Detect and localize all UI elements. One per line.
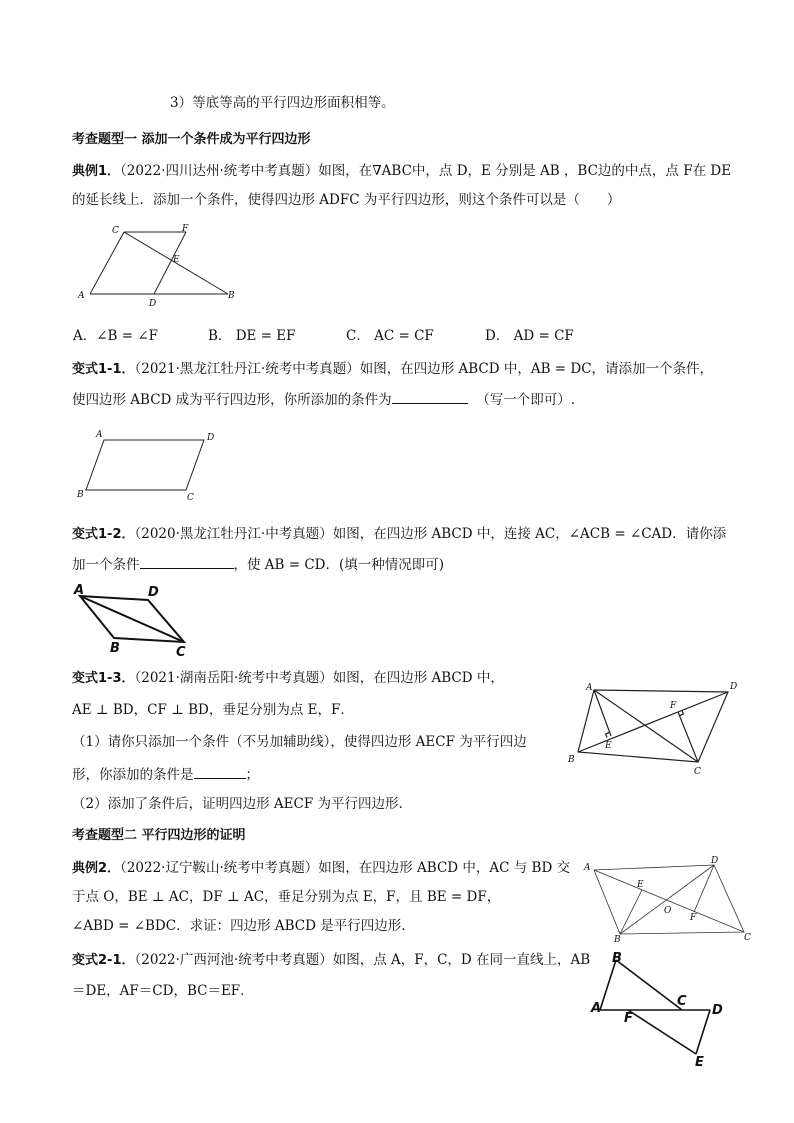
example-1-line-1 — [72, 161, 731, 182]
section-title: 添加一个条件成为平行四边形 — [141, 132, 311, 147]
figure-label: B — [228, 291, 235, 301]
figure-label: B — [77, 490, 84, 500]
figure-quadrilateral-aecf — [566, 678, 746, 778]
figure-label: B — [110, 641, 120, 656]
section-title: 平行四边形的证明 — [141, 828, 246, 843]
figure-label: B — [568, 755, 575, 765]
variant-label: 变式1-2． — [72, 527, 135, 542]
figure-quadrilateral-abcd-o — [580, 856, 755, 946]
variant-1-3-line-2: AE ⊥ BD，CF ⊥ BD，垂足分别为点 E，F． — [72, 702, 354, 718]
figure-triangle-adfc — [74, 222, 244, 312]
intro-line: 3）等底等高的平行四边形面积相等。 — [170, 95, 395, 111]
answer-blank[interactable] — [392, 389, 468, 404]
figure-quadrilateral-abcd — [72, 582, 197, 660]
variant-text: （2022·广西河池·统考中考真题）如图，点 A，F，C，D 在同一直线上，AB — [134, 952, 591, 968]
example-text: （2022·辽宁鞍山·统考中考真题）如图，在四边形 ABCD 中，AC 与 BD 交 — [120, 860, 571, 876]
variant-label: 变式1-1． — [72, 362, 135, 377]
figure-label: C — [744, 933, 751, 943]
figure-label: F — [624, 1011, 633, 1026]
figure-triangles-abc-def — [586, 948, 736, 1070]
figure-label: E — [637, 880, 644, 890]
variant-text: （写一个即可）. — [476, 392, 576, 408]
figure-label: F — [690, 913, 697, 923]
figure-label: E — [695, 1055, 704, 1070]
figure-label: D — [712, 1003, 723, 1018]
variant-text: 加一个条件 — [72, 557, 140, 573]
example-text: （2022·四川达州·统考中考真题）如图，在∇ABC中，点 D，E 分别是 AB ，BC边的中点，点 F在 DE — [120, 163, 732, 179]
variant-1-3-line-3: （1）请你只添加一个条件（不另加辅助线），使得四边形 AECF 为平行四边 — [72, 734, 527, 750]
figure-label: E — [173, 255, 180, 265]
answer-blank[interactable] — [194, 764, 246, 779]
section-prefix: 考查题型一 — [72, 132, 138, 147]
variant-2-1-line-1 — [72, 950, 590, 971]
option-d: D． AD = CF — [485, 328, 574, 344]
figure-label: C — [176, 645, 186, 660]
figure-label: F — [182, 224, 189, 234]
variant-2-1-line-2: ＝DE，AF＝CD，BC＝EF． — [72, 983, 254, 999]
figure-label: D — [149, 299, 157, 309]
example-2-line-3: ∠ABD = ∠BDC．求证：四边形 ABCD 是平行四边形. — [72, 918, 406, 934]
variant-text: 形，你添加的条件是 — [72, 767, 194, 783]
variant-text: （2020·黑龙江牡丹江·中考真题）如图，在四边形 ABCD 中，连接 AC，∠ACB = ∠CAD．请你添 — [134, 526, 727, 542]
figure-label: A — [586, 683, 593, 693]
variant-1-3-line-5: （2）添加了条件后，证明四边形 AECF 为平行四边形. — [72, 796, 403, 812]
figure-label: A — [584, 863, 591, 873]
option-c: C． AC = CF — [346, 328, 434, 344]
figure-label: E — [605, 741, 612, 751]
variant-label: 变式1-3． — [72, 671, 135, 686]
figure-label: D — [148, 585, 159, 600]
figure-label: F — [670, 701, 677, 711]
example-label: 典例2． — [72, 861, 121, 876]
figure-label: O — [664, 906, 672, 916]
figure-label: B — [612, 951, 622, 966]
figure-label: C — [187, 493, 194, 503]
figure-label: A — [74, 583, 85, 598]
variant-text: （2021·湖南岳阳·统考中考真题）如图，在四边形 ABCD 中， — [134, 670, 504, 686]
variant-1-3-line-1 — [72, 668, 504, 689]
section-prefix: 考查题型二 — [72, 828, 138, 843]
variant-1-2-line-2 — [72, 554, 444, 575]
variant-1-2-line-1 — [72, 524, 726, 545]
option-b: B． DE = EF — [208, 328, 296, 344]
figure-label: A — [96, 430, 103, 440]
section-heading-2 — [72, 826, 246, 846]
answer-blank[interactable] — [140, 554, 234, 569]
figure-label: C — [677, 994, 687, 1009]
variant-text: ，使 AB = CD．(填一种情况即可) — [233, 557, 445, 573]
figure-label: A — [78, 291, 85, 301]
variant-label: 变式2-1． — [72, 953, 135, 968]
variant-1-1-line-1 — [72, 359, 713, 380]
option-a: A．∠B = ∠F — [73, 328, 159, 344]
variant-1-1-line-2 — [72, 389, 575, 410]
example-1-line-2: 的延长线上．添加一个条件，使得四边形 ADFC 为平行四边形，则这个条件可以是（ ） — [72, 192, 621, 208]
figure-label: D — [207, 433, 215, 443]
figure-label: D — [730, 682, 738, 692]
figure-label: A — [591, 1001, 602, 1016]
figure-label: C — [694, 767, 701, 777]
figure-parallelogram-abcd — [74, 428, 224, 508]
variant-1-3-line-4 — [72, 764, 259, 785]
example-2-line-2: 于点 O，BE ⊥ AC，DF ⊥ AC，垂足分别为点 E，F，且 BE = DF， — [72, 889, 501, 905]
figure-label: B — [614, 935, 621, 945]
variant-text: （2021·黑龙江牡丹江·统考中考真题）如图，在四边形 ABCD 中，AB = DC，请添加一个条件， — [134, 361, 714, 377]
variant-text: ； — [245, 767, 259, 783]
example-2-line-1 — [72, 858, 570, 879]
section-heading-1 — [72, 130, 311, 150]
figure-label: C — [112, 226, 119, 236]
variant-text: 使四边形 ABCD 成为平行四边形，你所添加的条件为 — [72, 392, 392, 408]
figure-label: D — [711, 856, 719, 866]
example-label: 典例1． — [72, 164, 121, 179]
